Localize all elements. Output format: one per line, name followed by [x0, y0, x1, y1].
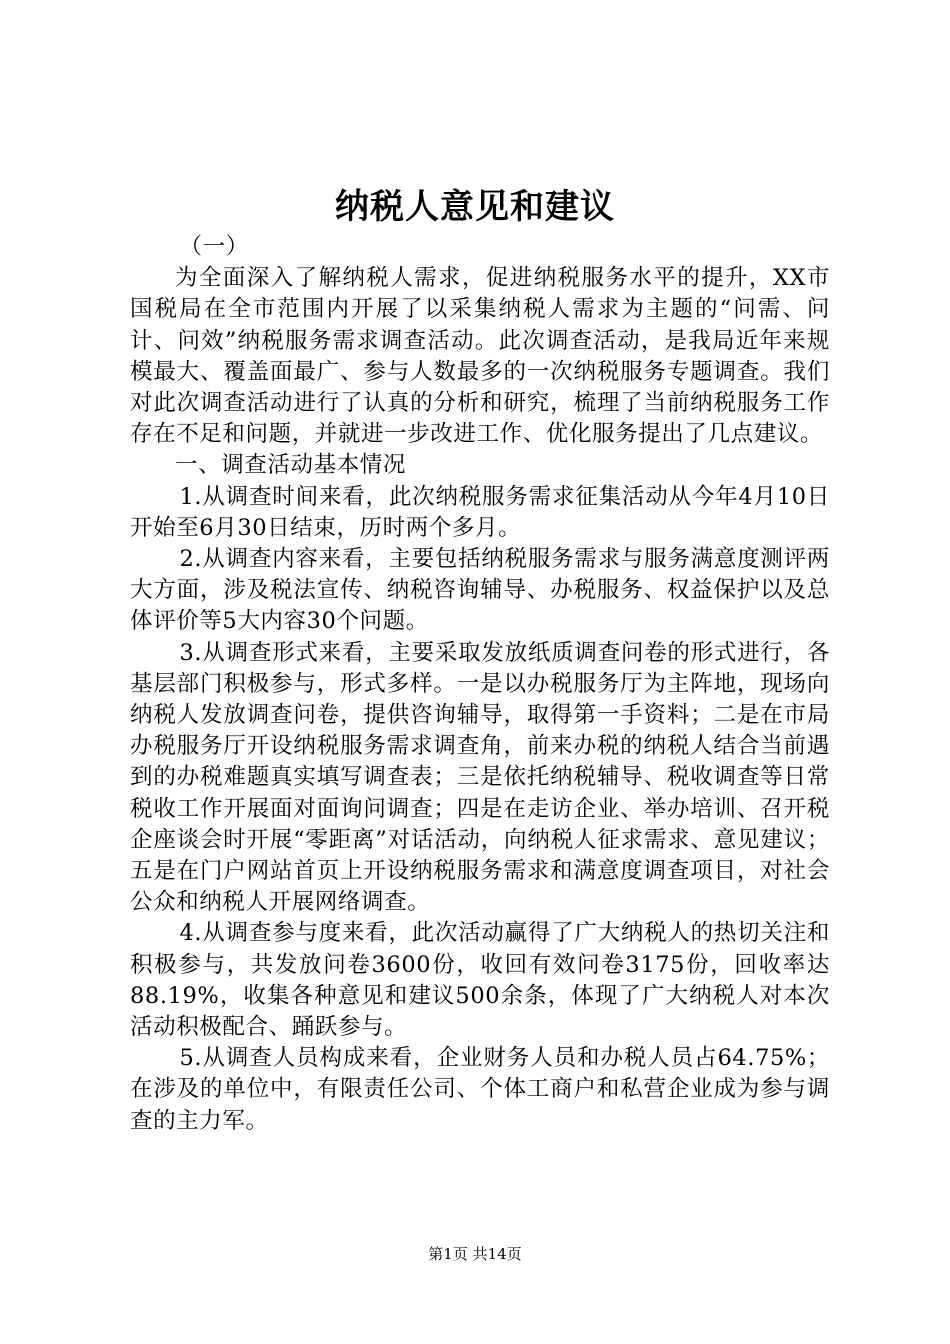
section-heading: 一、调查活动基本情况 — [175, 452, 407, 479]
page-number: 第1页 共14页 — [428, 1245, 522, 1263]
item-paragraph-1: 1.从调查时间来看，此次纳税服务需求征集活动从今年4月10日开始至6月30日结束，历时两个多月。 — [130, 483, 830, 541]
item-paragraph-2: 2.从调查内容来看，主要包括纳税服务需求与服务满意度测评两大方面，涉及税法宣传、纳税咨询辅导、办税服务、权益保护以及总体评价等5大内容30个问题。 — [130, 546, 830, 635]
intro-paragraph: 为全面深入了解纳税人需求，促进纳税服务水平的提升，XX市国税局在全市范围内开展了以采集纳税人需求为主题的“问需、问计、问效”纳税服务需求调查活动。此次调查活动，是我局近年来规模最大、覆盖面最广、参与人数最多的一次纳税服务专题调查。我们对此次调查活动进行了认真的分析和研究，梳理了当前纳税服务工作存在不足和问题，并就进一步改进工作、优化服务提出了几点建议。 — [130, 265, 830, 448]
section-marker: （一） — [179, 234, 249, 260]
item-paragraph-4: 4.从调查参与度来看，此次活动赢得了广大纳税人的热切关注和积极参与，共发放问卷3600份，收回有效问卷3175份，回收率达88.19%，收集各种意见和建议500余条，体现了广大纳税人对本次活动积极配合、踊跃参与。 — [130, 920, 830, 1041]
document-body — [130, 232, 830, 1137]
item-paragraph-3: 3.从调查形式来看，主要采取发放纸质调查问卷的形式进行，各基层部门积极参与，形式多样。一是以办税服务厅为主阵地，现场向纳税人发放调查问卷，提供咨询辅导，取得第一手资料；二是在市局办税服务厅开设纳税服务需求调查角，前来办税的纳税人结合当前遇到的办税难题真实填写调查表；三是依托纳税辅导、税收调查等日常税收工作开展面对面询问调查；四是在走访企业、举办培训、召开税企座谈会时开展“零距离”对话活动，向纳税人征求需求、意见建议；五是在门户网站首页上开设纳税服务需求和满意度调查项目，对社会公众和纳税人开展网络调查。 — [130, 639, 830, 916]
item-paragraph-5: 5.从调查人员构成来看，企业财务人员和办税人员占64.75%；在涉及的单位中，有限责任公司、个体工商户和私营企业成为参与调查的主力军。 — [130, 1045, 830, 1134]
document-title: 纳税人意见和建议 — [335, 187, 615, 227]
